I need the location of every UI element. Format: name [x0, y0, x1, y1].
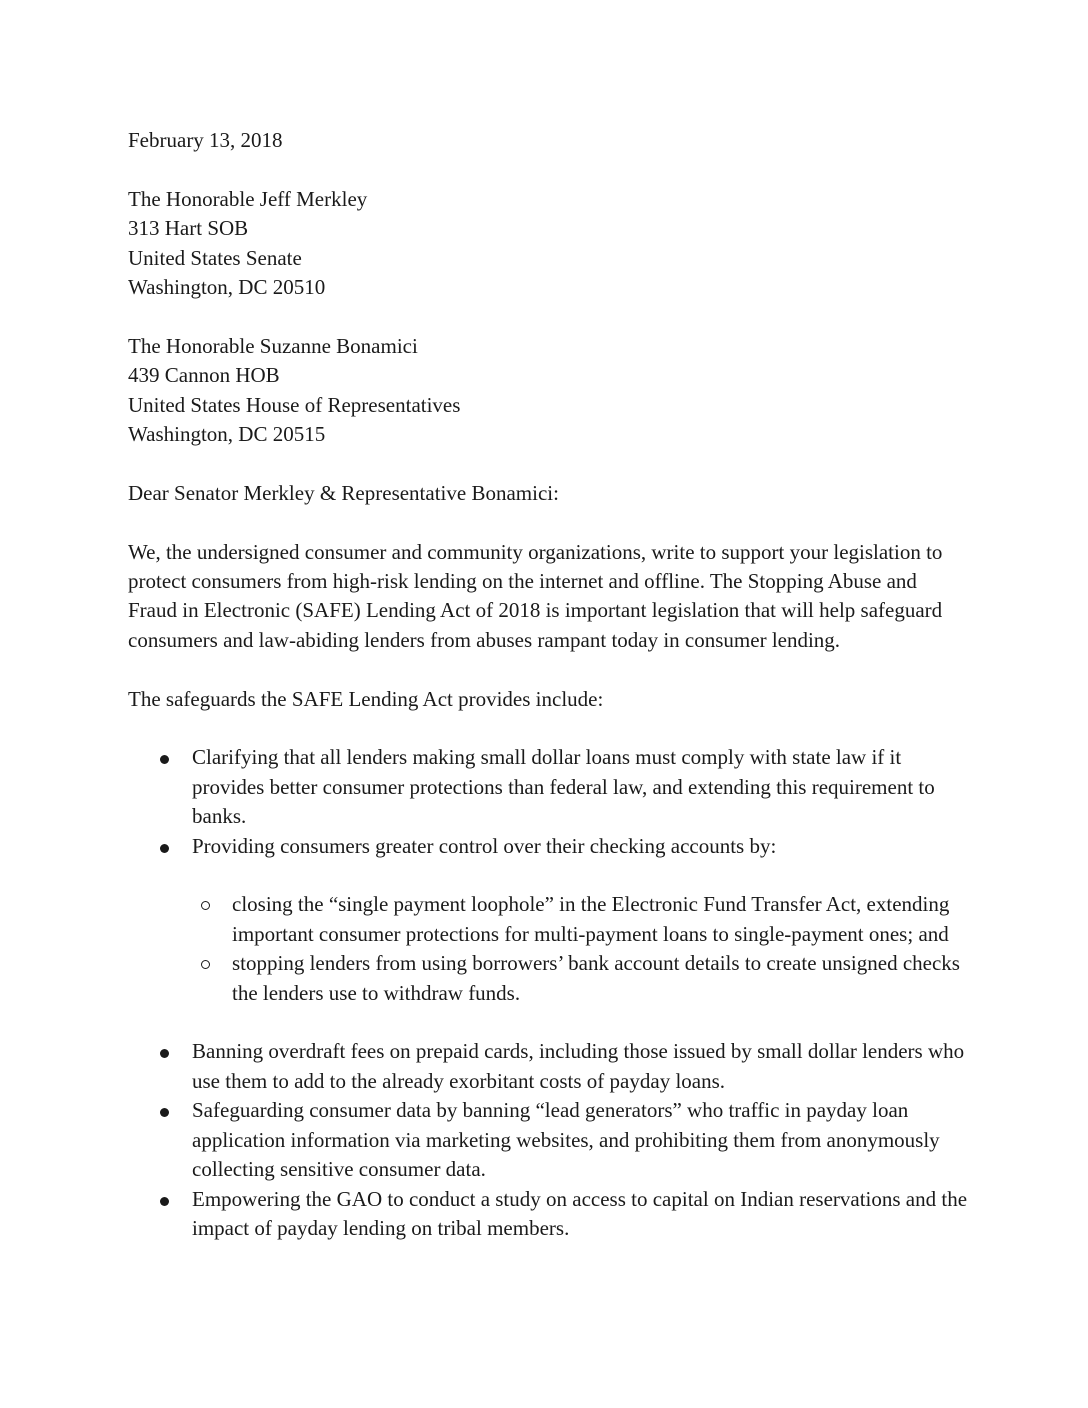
recipient-city: Washington, DC 20510: [128, 275, 326, 300]
letter-page: [128, 126, 968, 1243]
list-item: [128, 743, 968, 831]
checking-account-sublist: [128, 890, 968, 1008]
bullet-icon: [160, 844, 169, 853]
body-paragraph: We, the undersigned consumer and community organizations, write to support your legislation to protect consumers from high-risk lending on the internet and offline. The Stopping Abuse and Fraud in Electronic (SAFE) Lending Act of 2018 is important legislation that will help safeguard consumers and law-abiding lenders from abuses rampant today in consumer lending.: [128, 539, 943, 652]
list-item-text: Banning overdraft fees on prepaid cards, including those issued by small dollar lenders who use them to add to the already exorbitant costs of payday loans.: [192, 1039, 965, 1093]
spacer: [128, 714, 968, 743]
recipient-address-senate: [128, 185, 968, 303]
list-item-text: Safeguarding consumer data by banning “lead generators” who traffic in payday loan application information via marketing websites, and prohibiting them from anonymously collecting sensitive consumer data.: [192, 1098, 940, 1182]
recipient-name: The Honorable Suzanne Bonamici: [128, 333, 418, 358]
spacer: [128, 155, 968, 184]
list-item-text: stopping lenders from using borrowers’ bank account details to create unsigned checks the lenders use to withdraw funds.: [232, 951, 960, 1005]
safeguards-list-continued: [128, 1037, 968, 1243]
salutation: Dear Senator Merkley & Representative Bonamici:: [128, 480, 559, 505]
recipient-address-house: [128, 332, 968, 450]
list-item-text: Providing consumers greater control over their checking accounts by:: [192, 833, 777, 858]
list-item-text: Empowering the GAO to conduct a study on access to capital on Indian reservations and the impact of payday lending on tribal members.: [192, 1186, 968, 1240]
list-item: [128, 832, 968, 861]
recipient-city: Washington, DC 20515: [128, 422, 326, 447]
hollow-bullet-icon: [201, 960, 210, 969]
bullet-icon: [160, 1049, 169, 1058]
list-item-text: Clarifying that all lenders making small dollar loans must comply with state law if it provides better consumer protections than federal law, and extending this requirement to banks.: [192, 745, 935, 829]
list-item: [128, 1037, 968, 1096]
spacer: [128, 861, 968, 890]
spacer: [128, 508, 968, 537]
hollow-bullet-icon: [201, 901, 210, 910]
safeguards-list: [128, 743, 968, 861]
spacer: [128, 302, 968, 331]
spacer: [128, 449, 968, 478]
list-item: [128, 890, 968, 949]
recipient-body: United States Senate: [128, 245, 302, 270]
list-item: [128, 949, 968, 1008]
list-item: [128, 1096, 968, 1184]
bullet-icon: [160, 1197, 169, 1206]
bullet-icon: [160, 755, 169, 764]
recipient-office: 313 Hart SOB: [128, 216, 249, 241]
recipient-name: The Honorable Jeff Merkley: [128, 186, 368, 211]
list-item-text: closing the “single payment loophole” in the Electronic Fund Transfer Act, extending important consumer protections for multi-payment loans to single-payment ones; and: [232, 892, 950, 946]
recipient-office: 439 Cannon HOB: [128, 363, 280, 388]
list-item: [128, 1185, 968, 1244]
recipient-body: United States House of Representatives: [128, 392, 461, 417]
bullet-icon: [160, 1108, 169, 1117]
safeguards-intro: The safeguards the SAFE Lending Act provides include:: [128, 686, 604, 711]
spacer: [128, 655, 968, 684]
letter-date: February 13, 2018: [128, 128, 283, 152]
spacer: [128, 1008, 968, 1037]
